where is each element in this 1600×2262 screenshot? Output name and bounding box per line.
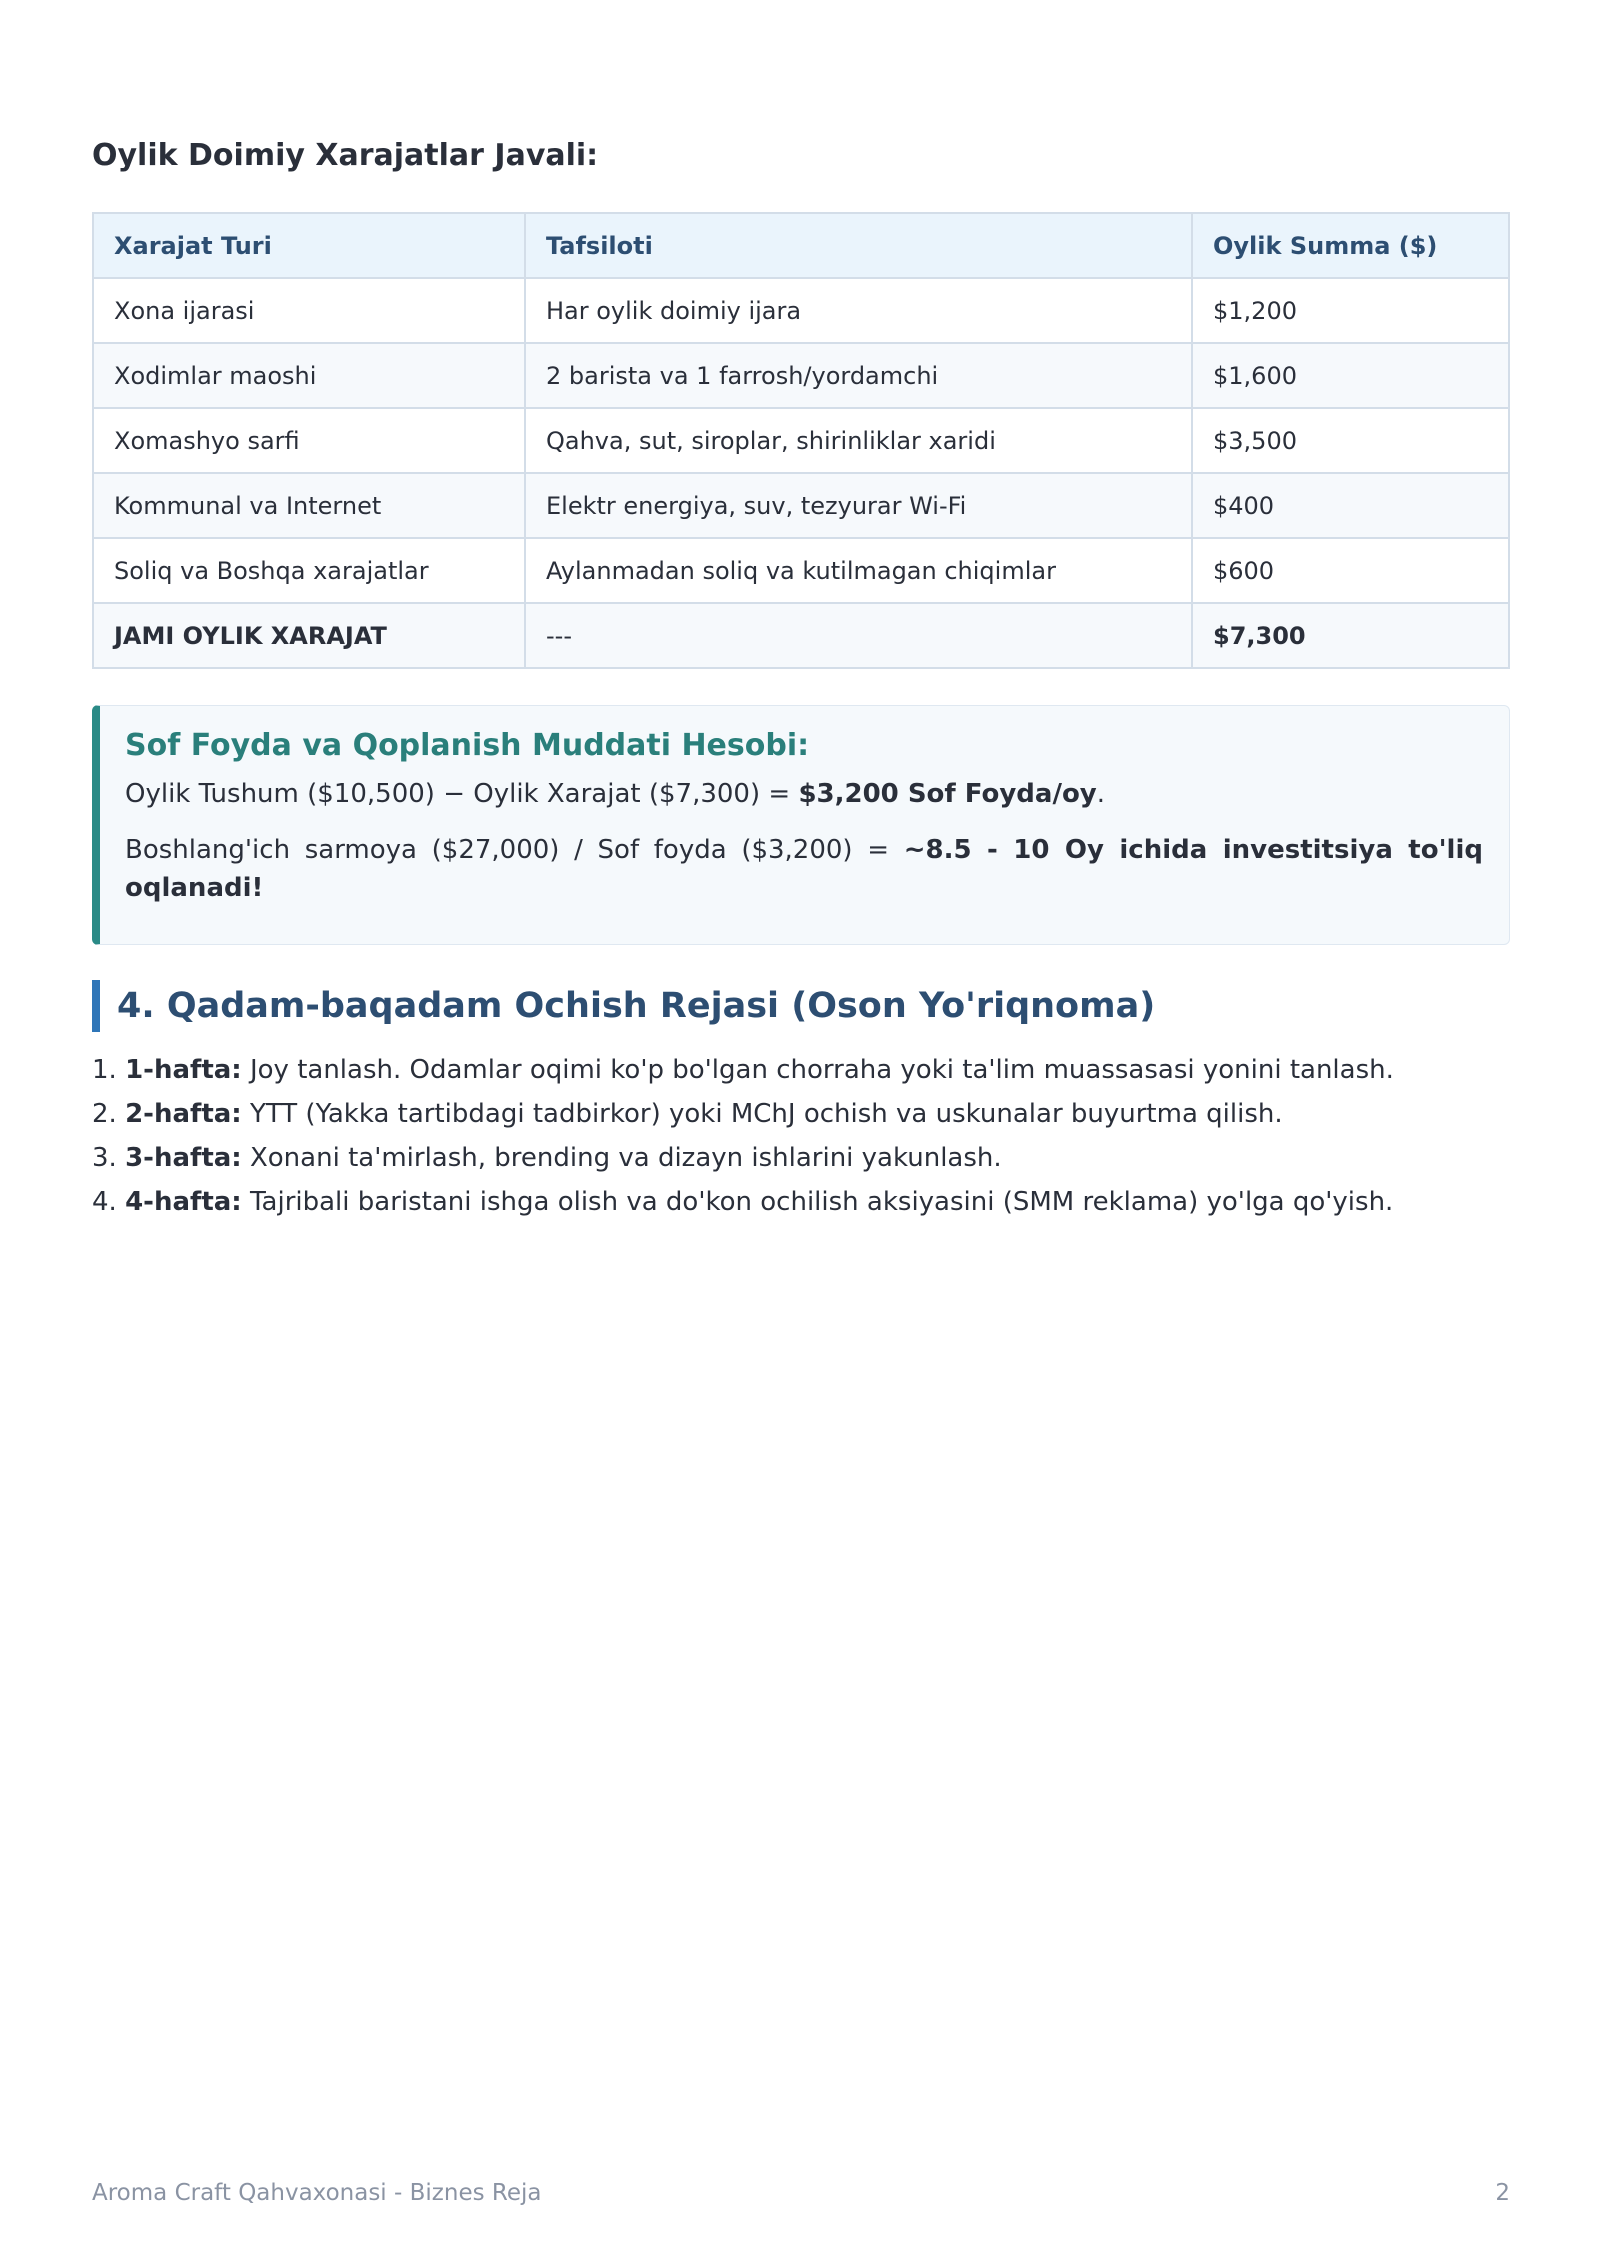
profit-period: . [1096,779,1106,809]
cell-expense-type: Xona ijarasi [93,278,525,343]
footer-document-title: Aroma Craft Qahvaxonasi - Biznes Reja [92,2180,542,2206]
table-row [93,408,1509,473]
footer-page-number: 2 [1495,2180,1510,2206]
total-details: --- [525,603,1192,668]
step-label: 2-hafta: [125,1099,242,1129]
step-label: 4-hafta: [125,1187,242,1217]
cell-amount: $1,200 [1192,278,1509,343]
step-number: 1. [92,1055,117,1085]
cell-amount: $1,600 [1192,343,1509,408]
callout-payback-line [125,831,1483,907]
total-amount: $7,300 [1192,603,1509,668]
list-item [92,1092,1394,1136]
table-title: Oylik Doimiy Xarajatlar Javali: [92,138,599,173]
payback-result: ~8.5 - 10 Oy ichida investitsiya to'liq oqlanadi! [125,835,1483,903]
step-number: 4. [92,1187,117,1217]
cell-details: Elektr energiya, suv, tezyurar Wi-Fi [525,473,1192,538]
profit-formula: Oylik Tushum ($10,500) − Oylik Xarajat ($7,300) = [125,779,799,809]
table-row [93,473,1509,538]
cell-amount: $3,500 [1192,408,1509,473]
step-label: 3-hafta: [125,1143,242,1173]
cell-details: 2 barista va 1 farrosh/yordamchi [525,343,1192,408]
table-row [93,343,1509,408]
callout-title: Sof Foyda va Qoplanish Muddati Hesobi: [125,728,810,763]
step-number: 3. [92,1143,117,1173]
step-label: 1-hafta: [125,1055,242,1085]
step-text: YTT (Yakka tartibdagi tadbirkor) yoki MChJ ochish va uskunalar buyurtma qilish. [241,1099,1283,1129]
total-label: JAMI OYLIK XARAJAT [93,603,525,668]
list-item [92,1136,1394,1180]
table-row [93,278,1509,343]
payback-formula: Boshlang'ich sarmoya ($27,000) / Sof foyda ($3,200) = [125,835,904,865]
step-text: Joy tanlash. Odamlar oqimi ko'p bo'lgan chorraha yoki ta'lim muassasasi yonini tanlash. [241,1055,1394,1085]
step-number: 2. [92,1099,117,1129]
cell-details: Har oylik doimiy ijara [525,278,1192,343]
cell-amount: $400 [1192,473,1509,538]
step-text: Xonani ta'mirlash, brending va dizayn ishlarini yakunlash. [241,1143,1002,1173]
step-text: Tajribali baristani ishga olish va do'kon ochilish aksiyasini (SMM reklama) yo'lga qo'yish. [241,1187,1394,1217]
cell-expense-type: Xodimlar maoshi [93,343,525,408]
expenses-table [92,212,1510,669]
profit-result: $3,200 Sof Foyda/oy [798,779,1097,809]
table-total-row [93,603,1509,668]
table-header-row [93,213,1509,278]
cell-details: Aylanmadan soliq va kutilmagan chiqimlar [525,538,1192,603]
header-expense-type: Xarajat Turi [93,213,525,278]
cell-expense-type: Soliq va Boshqa xarajatlar [93,538,525,603]
cell-expense-type: Xomashyo sarfi [93,408,525,473]
table-row [93,538,1509,603]
list-item [92,1048,1394,1092]
header-details: Tafsiloti [525,213,1192,278]
cell-amount: $600 [1192,538,1509,603]
cell-details: Qahva, sut, siroplar, shirinliklar xaridi [525,408,1192,473]
callout-profit-line [125,775,1483,813]
cell-expense-type: Kommunal va Internet [93,473,525,538]
header-monthly-amount: Oylik Summa ($) [1192,213,1509,278]
steps-list [92,1048,1394,1224]
list-item [92,1180,1394,1224]
section-heading: 4. Qadam-baqadam Ochish Rejasi (Oson Yo'riqnoma) [92,980,1155,1032]
profit-payback-callout [92,705,1510,945]
